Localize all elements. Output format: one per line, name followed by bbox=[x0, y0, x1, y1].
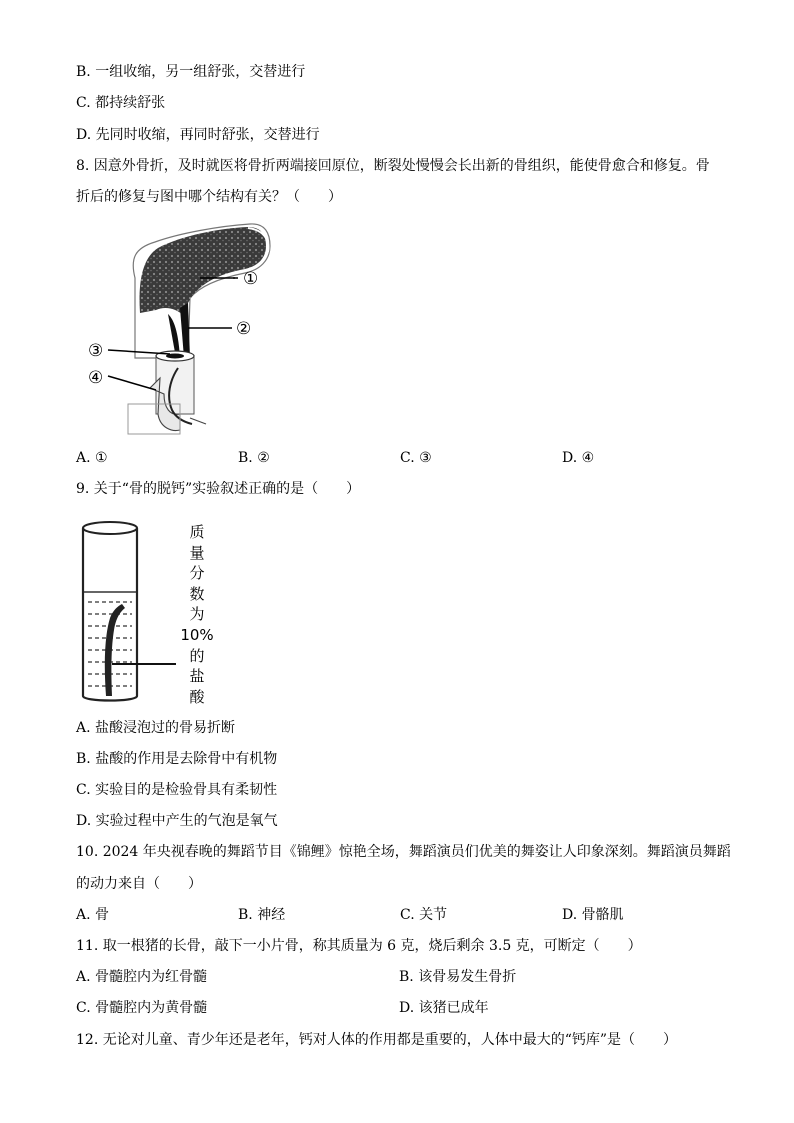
q8-option-b: B. ② bbox=[238, 450, 270, 466]
q10-option-a: A. 骨 bbox=[76, 907, 110, 923]
q11-option-d: D. 该猪已成年 bbox=[399, 1000, 489, 1016]
q10-option-b: B. 神经 bbox=[238, 907, 286, 923]
q8-option-d: D. ④ bbox=[562, 450, 595, 466]
q10-stem-line1: 10. 2024 年央视春晚的舞蹈节目《锦鲤》惊艳全场，舞蹈演员们优美的舞姿让人印象深刻。舞蹈演员舞蹈 bbox=[76, 844, 731, 860]
q10-option-c: C. 关节 bbox=[400, 907, 448, 923]
label-3: ③ bbox=[88, 341, 104, 361]
q8-option-c: C. ③ bbox=[400, 450, 432, 466]
acid-label: 质 量 分 数 为 10% 的 盐 酸 bbox=[180, 523, 214, 706]
q11-option-b: B. 该骨易发生骨折 bbox=[399, 969, 517, 985]
q11-stem: 11. 取一根猪的长骨，敲下一小片骨，称其质量为 6 克，烧后剩余 3.5 克，可断定（ ） bbox=[76, 938, 642, 954]
q10-stem-line2: 的动力来自（ ） bbox=[76, 876, 202, 892]
q11-option-c: C. 骨髓腔内为黄骨髓 bbox=[76, 1000, 208, 1016]
label-2: ② bbox=[236, 319, 252, 339]
label-1: ① bbox=[243, 269, 259, 289]
q9-option-b: B. 盐酸的作用是去除骨中有机物 bbox=[76, 751, 278, 767]
q9-option-c: C. 实验目的是检验骨具有柔韧性 bbox=[76, 782, 278, 798]
q7-option-c: C. 都持续舒张 bbox=[76, 95, 166, 111]
q11-option-a: A. 骨髓腔内为红骨髓 bbox=[76, 969, 208, 985]
q7-option-d: D. 先同时收缩，再同时舒张，交替进行 bbox=[76, 127, 320, 143]
q9-option-a: A. 盐酸浸泡过的骨易折断 bbox=[76, 720, 236, 736]
long-bone-figure bbox=[80, 218, 290, 443]
q8-option-a: A. ① bbox=[76, 450, 108, 466]
label-4: ④ bbox=[88, 368, 104, 388]
decalcification-beaker-figure bbox=[80, 518, 180, 706]
q10-option-d: D. 骨骼肌 bbox=[562, 907, 624, 923]
q9-option-d: D. 实验过程中产生的气泡是氧气 bbox=[76, 813, 278, 829]
q7-option-b: B. 一组收缩，另一组舒张，交替进行 bbox=[76, 64, 306, 80]
q12-stem: 12. 无论对儿童、青少年还是老年，钙对人体的作用都是重要的，人体中最大的“钙库”是（ ） bbox=[76, 1032, 678, 1048]
q9-stem: 9. 关于“骨的脱钙”实验叙述正确的是（ ） bbox=[76, 481, 361, 497]
q8-stem-line2: 折后的修复与图中哪个结构有关？（ ） bbox=[76, 189, 342, 205]
q8-stem-line1: 8. 因意外骨折，及时就医将骨折两端接回原位，断裂处慢慢会长出新的骨组织，能使骨愈合和修复。骨 bbox=[76, 158, 710, 174]
bone-in-acid bbox=[105, 604, 125, 696]
